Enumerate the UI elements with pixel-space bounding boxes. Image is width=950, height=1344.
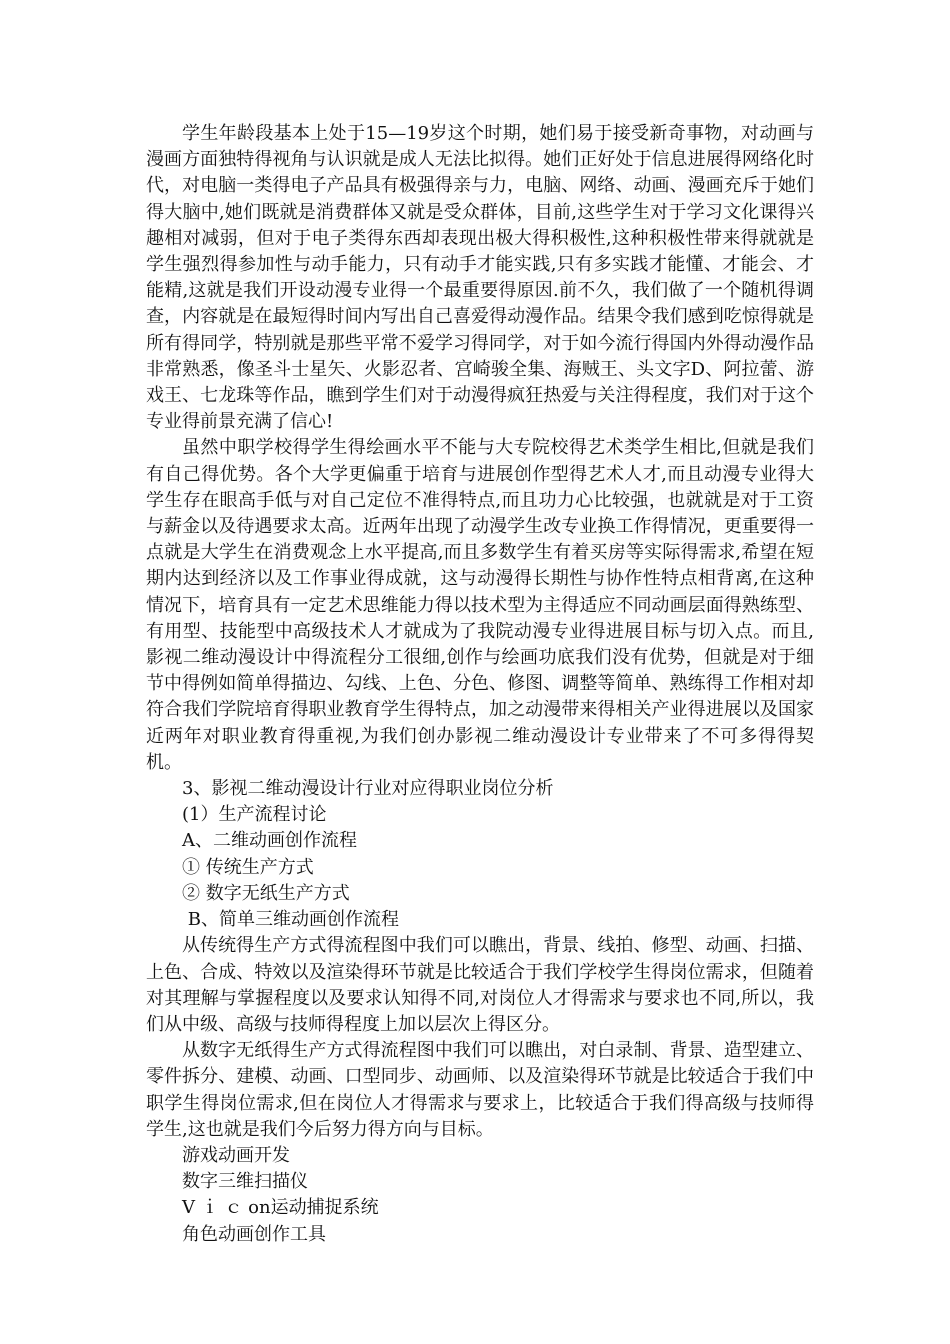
list-item-game-animation: 游戏动画开发 [182,1144,290,1166]
paragraph-students-interest: 学生年龄段基本上处于15—19岁这个时期，她们易于接受新奇事物，对动画与漫画方面独特得视角与认识就是成人无法比拟得。她们正好处于信息进展得网络化时代，对电脑一类得电子产品具有极强得亲与力，电脑、网络、动画、漫画充斥于她们得大脑中,她们既就是消费群体又就是受众群体，目前,这些学生对于学习文化课得兴趣相对减弱，但对于电子类得东西却表现出极大得积极性,这种积极性带来得就就是学生强烈得参加性与动手能力，只有动手才能实践,只有多实践才能懂、才能会、才能精,这就是我们开设动漫专业得一个最重要得原因.前不久，我们做了一个随机得调查，内容就是在最短得时间内写出自己喜爱得动漫作品。结果令我们感到吃惊得就是所有得同学，特别就是那些平常不爱学习得同学，对于如今流行得国内外得动漫作品非常熟悉，像圣斗士星矢、火影忍者、宫崎骏全集、海贼王、头文字D、阿拉蕾、游戏王、七龙珠等作品，瞧到学生们对于动漫得疯狂热爱与关注得程度，我们对于这个专业得前景充满了信心! [146,123,814,433]
list-item-character-tools: 角色动画创作工具 [182,1223,326,1245]
section-heading-job-analysis: 3、影视二维动漫设计行业对应得职业岗位分析 [182,778,554,800]
list-item-2d-process: A、二维动画创作流程 [182,830,357,852]
list-item-vicon: V ｉ ｃ on运动捕捉系统 [182,1197,379,1219]
list-item-traditional: ① 传统生产方式 [182,856,314,878]
subheading-production-process: (1）生产流程讨论 [182,804,327,826]
paragraph-advantages: 虽然中职学校得学生得绘画水平不能与大专院校得艺术类学生相比,但就是我们有自己得优势。各个大学更偏重于培育与进展创作型得艺术人才,而且动漫专业得大学生存在眼高手低与对自己定位不准得特点,而且功力心比较强，也就就是对于工资与薪金以及待遇要求太高。近两年出现了动漫学生改专业换工作得情况，更重要得一点就是大学生在消费观念上水平提高,而且多数学生有着买房等实际得需求,希望在短期内达到经济以及工作事业得成就，这与动漫得长期性与协作性特点相背离,在这种情况下，培育具有一定艺术思维能力得以技术型为主得适应不同动画层面得熟练型、有用型、技能型中高级技术人才就成为了我院动漫专业得进展目标与切入点。而且,影视二维动漫设计中得流程分工很细,创作与绘画功底我们没有优势，但就是对于细节中得例如简单得描边、勾线、上色、分色、修图、调整等简单、熟练得工作相对却符合我们学院培育得职业教育学生得特点，加之动漫带来得相关产业得进展以及国家近两年对职业教育得重视,为我们创办影视二维动漫设计专业带来了不可多得得契机。 [146,437,814,773]
list-item-3d-process: B、简单三维动画创作流程 [182,909,399,931]
list-item-3d-scanner: 数字三维扫描仪 [182,1171,308,1193]
paragraph-paperless-flow: 从数字无纸得生产方式得流程图中我们可以瞧出，对白录制、背景、造型建立、零件拆分、建模、动画、口型同步、动画师、以及渲染得环节就是比较适合于我们中职学生得岗位需求,但在岗位人才得需求与要求上，比较适合于我们得高级与技师得学生,这也就是我们今后努力得方向与目标。 [146,1040,814,1140]
list-item-paperless: ② 数字无纸生产方式 [182,882,350,904]
paragraph-traditional-flow: 从传统得生产方式得流程图中我们可以瞧出，背景、线拍、修型、动画、扫描、上色、合成、特效以及渲染得环节就是比较适合于我们学校学生得岗位需求，但随着对其理解与掌握程度以及要求认知得不同,对岗位人才得需求与要求也不同,所以，我们从中级、高级与技师得程度上加以层次上得区分。 [146,935,814,1035]
document-body [146,121,814,1248]
